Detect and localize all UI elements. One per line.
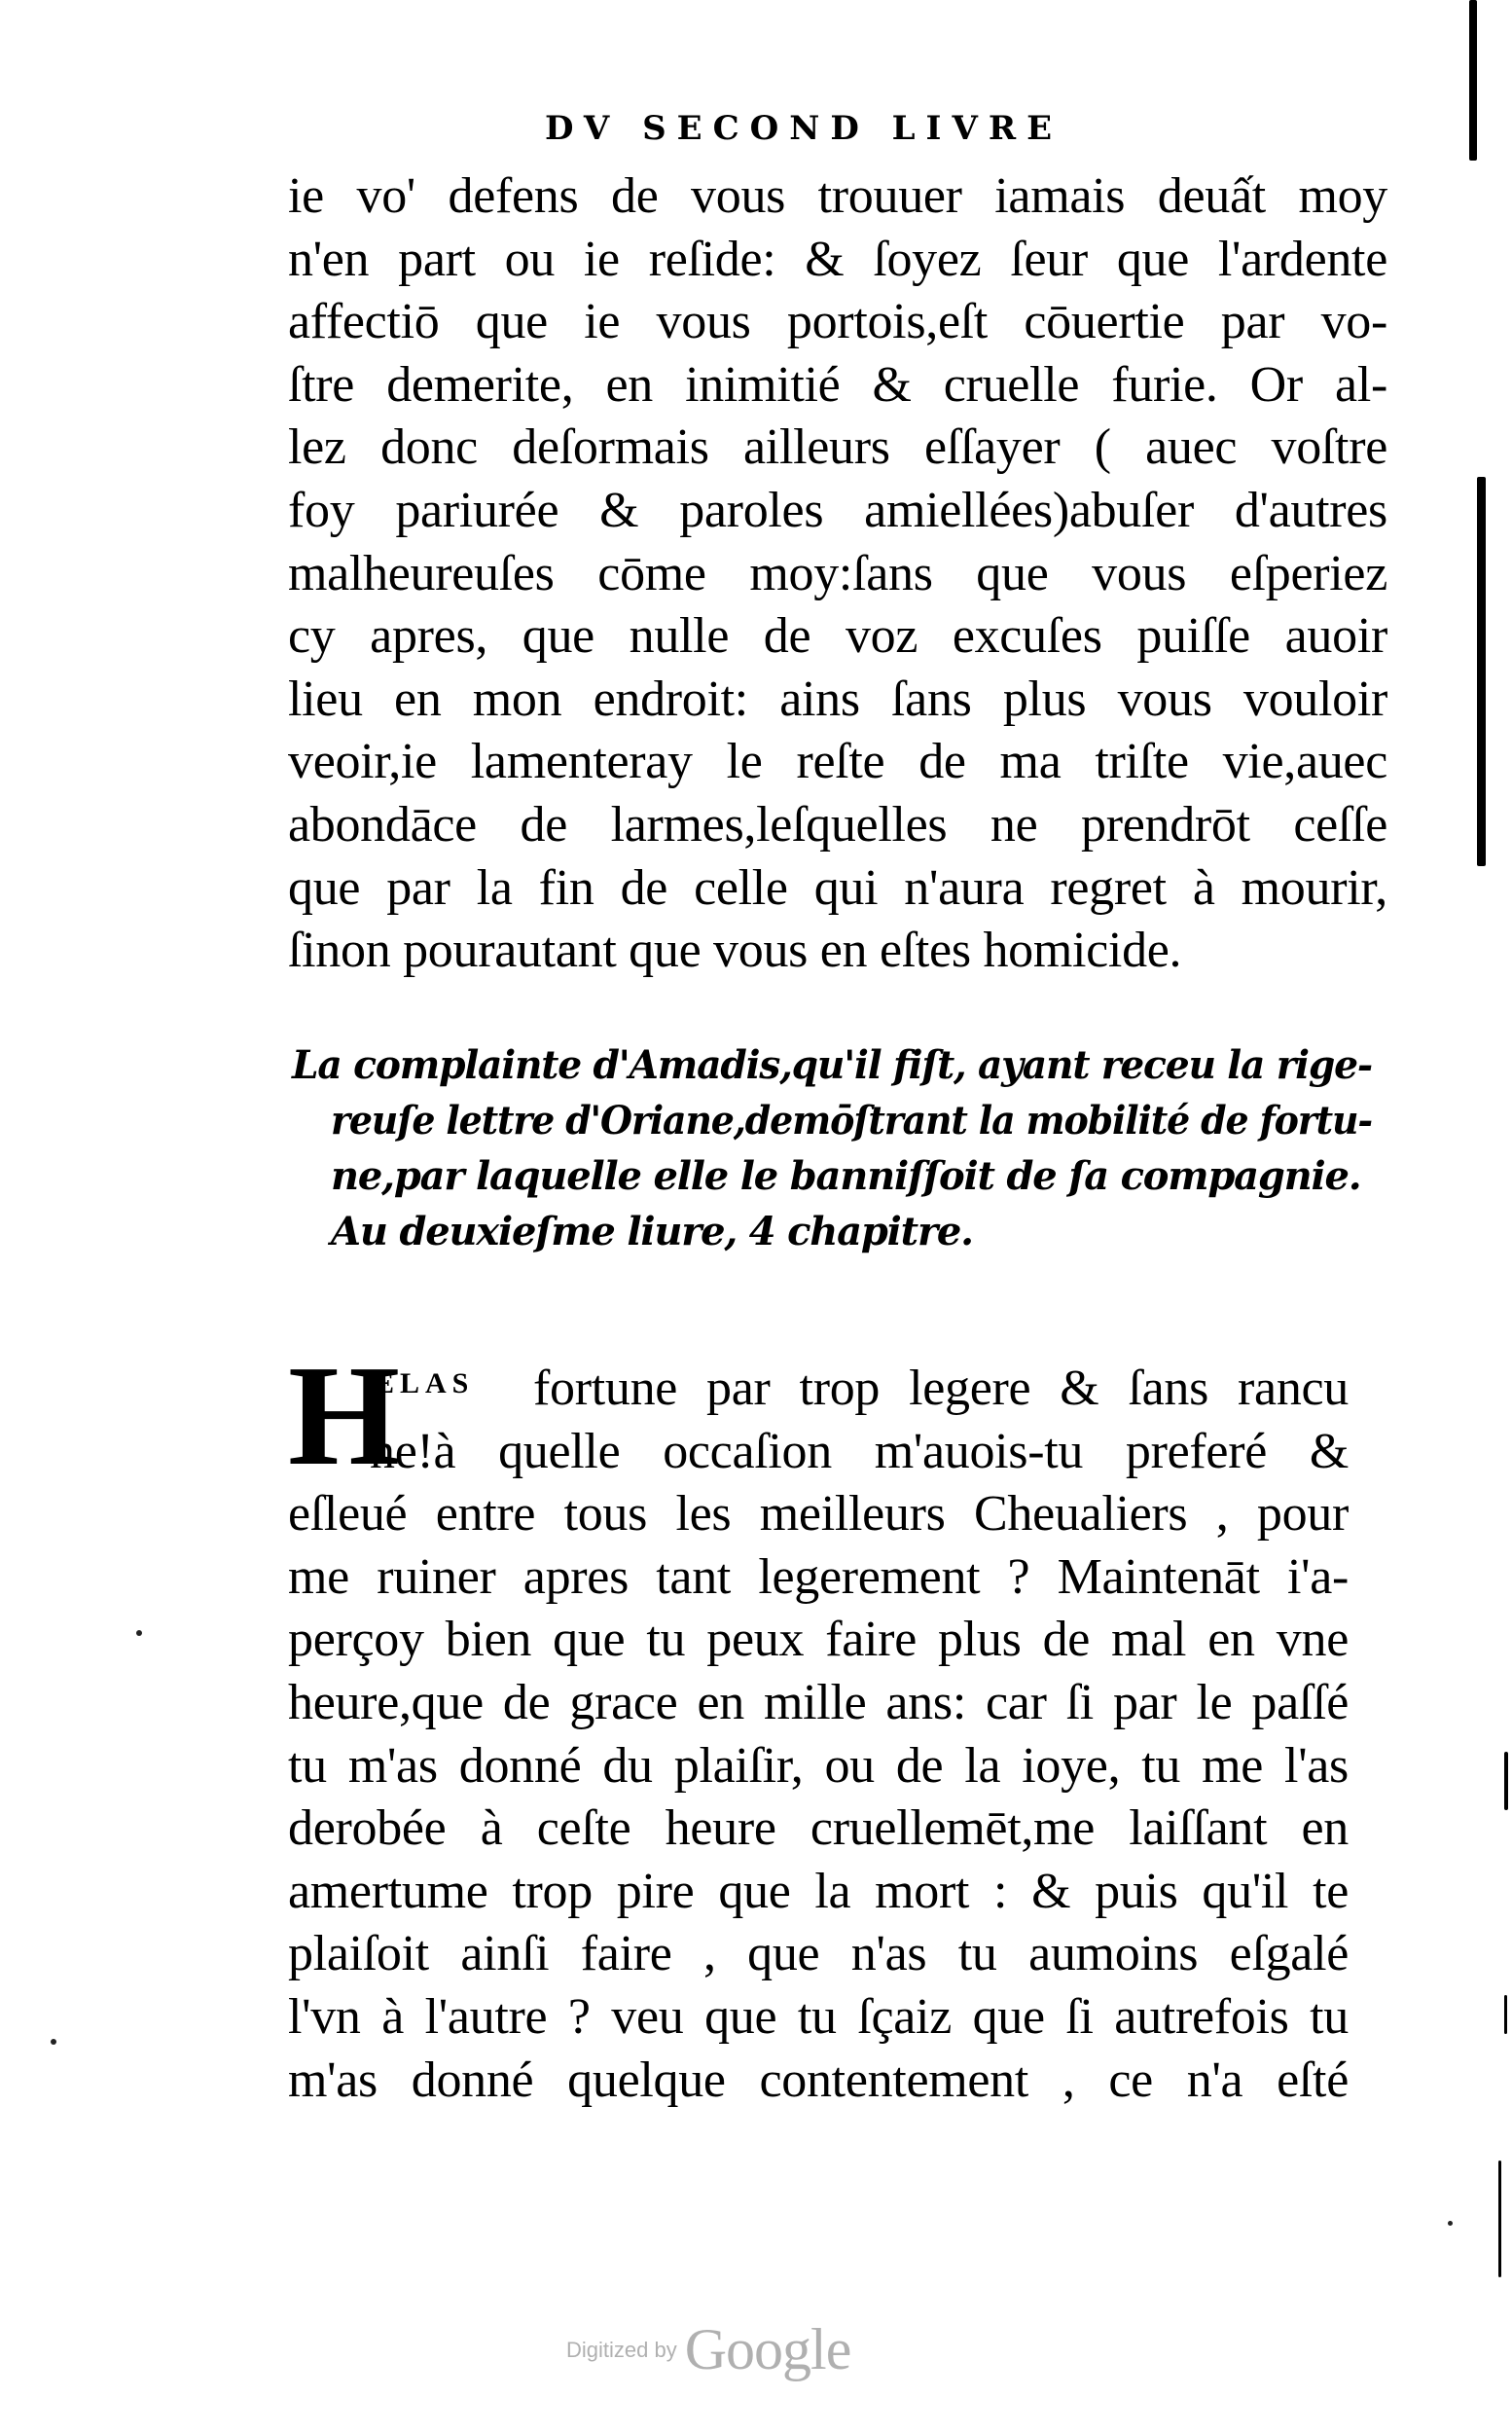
heading-line: ne,par laquelle elle le banniſſoit de ſa compagnie. xyxy=(331,1153,1361,1199)
text-line: n'en part ou ie reſide: & ſoyez ſeur que l'ardente xyxy=(288,231,1387,287)
scan-speck xyxy=(136,1630,142,1636)
text-line: foy pariurée & paroles amiellées)abuſer d'autres xyxy=(288,482,1387,538)
scan-edge-mark xyxy=(1504,1752,1508,1810)
text-line: ſinon pourautant que vous en eſtes homicide. xyxy=(288,923,1182,979)
heading-line: Au deuxieſme liure, 4 chapitre. xyxy=(331,1209,973,1254)
chapter-heading xyxy=(292,1037,1372,1259)
complaint-text xyxy=(288,1336,1349,2112)
text-line: que par la fin de celle qui n'aura regret à mourir, xyxy=(288,859,1387,916)
opening-small-caps: ELAS xyxy=(375,1367,475,1399)
text-line: lez donc deſormais ailleurs eſſayer ( auec voſtre xyxy=(288,419,1387,476)
text-line: me ruiner apres tant legerement ? Maintenāt i'a- xyxy=(288,1548,1349,1605)
text-line: affectiō que ie vous portois,eſt cōuertie par vo- xyxy=(288,294,1387,350)
text-line: eſleué entre tous les meilleurs Cheualiers , pour xyxy=(288,1486,1349,1543)
text-line: cy apres, que nulle de voz excuſes puiſſe auoir xyxy=(288,608,1387,665)
text-line: lieu en mon endroit: ains ſans plus vous vouloir xyxy=(288,671,1387,727)
scan-speck xyxy=(1448,2221,1453,2226)
letter-text xyxy=(288,165,1387,983)
text-line: amertume trop pire que la mort : & puis qu'il te xyxy=(288,1863,1349,1919)
scan-speck xyxy=(51,2039,56,2045)
text-line: derobée à ceſte heure cruellemēt,me laiſſant en xyxy=(288,1800,1349,1857)
text-line: fortune par trop legere & ſans rancu xyxy=(533,1361,1349,1416)
watermark-prefix: Digitized by xyxy=(566,2337,677,2362)
text-line: veoir,ie lamenteray le reſte de ma triſte vie,auec xyxy=(288,734,1387,790)
google-logo: Google xyxy=(684,2317,851,2381)
digitized-by-google-watermark xyxy=(566,2316,850,2383)
text-line: abondāce de larmes,leſquelles ne prendrōt ceſſe xyxy=(288,796,1387,853)
text-line: l'vn à l'autre ? veu que tu ſçaiz que ſi autrefois tu xyxy=(288,1988,1349,2045)
text-line: m'as donné quelque contentement , ce n'a eſté xyxy=(288,2052,1349,2108)
text-line: perçoy bien que tu peux faire plus de mal en vne xyxy=(288,1612,1349,1668)
scan-edge-mark xyxy=(1498,2161,1501,2277)
heading-line: reuſe lettre d'Oriane,demōſtrant la mobilité de fortu- xyxy=(331,1098,1372,1144)
text-line: ne!à quelle occaſion m'auois-tu preferé & xyxy=(370,1423,1349,1479)
text-line: malheureuſes cōme moy:ſans que vous eſperiez xyxy=(288,545,1387,601)
text-line: ſtre demerite, en inimitié & cruelle furie. Or al- xyxy=(288,356,1387,413)
scan-edge-mark xyxy=(1469,0,1477,161)
running-head: DV SECOND LIVRE xyxy=(545,109,1063,148)
text-line: plaiſoit ainſi faire , que n'as tu aumoins eſgalé xyxy=(288,1926,1349,1982)
drop-cap: H xyxy=(288,1336,401,1496)
scan-edge-mark xyxy=(1477,477,1486,866)
text-line: tu m'as donné du plaiſir, ou de la ioye, tu me l'as xyxy=(288,1737,1349,1794)
heading-line: La complainte d'Amadis,qu'il fiſt, ayant receu la rige- xyxy=(292,1042,1372,1088)
scan-edge-mark xyxy=(1504,1995,1507,2034)
text-line: heure,que de grace en mille ans: car ſi par le paſſé xyxy=(288,1674,1349,1730)
text-line: ie vo' defens de vous trouuer iamais deuất moy xyxy=(288,168,1387,224)
